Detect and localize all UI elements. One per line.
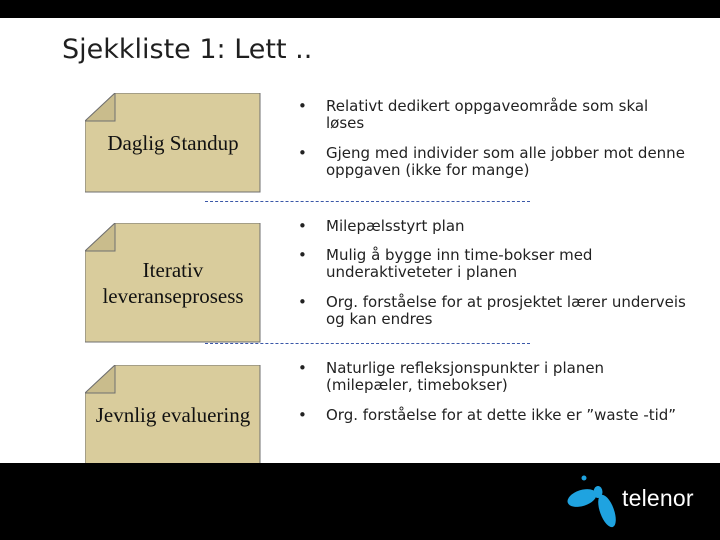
slide-title: Sjekkliste 1: Lett .. [62, 34, 313, 65]
bullet-text: Naturlige refleksjonspunkter i planen (milepæler, timebokser) [326, 359, 605, 394]
label-card-iterativ-leveranseprosess [85, 223, 261, 343]
bullet-dot-icon: • [298, 97, 307, 115]
bullet-dot-icon: • [298, 406, 307, 424]
card-label: Daglig Standup [107, 131, 239, 155]
card-label: Jevnlig evaluering [95, 403, 251, 427]
section-separator [205, 201, 530, 202]
brand-logo-text: telenor [622, 485, 694, 511]
bullet-dot-icon: • [298, 217, 307, 235]
bullet-dot-icon: • [298, 144, 307, 162]
bullet-text: Gjeng med individer som alle jobber mot denne oppgaven (ikke for mange) [326, 144, 685, 179]
bullet-text: Org. forståelse for at prosjektet lærer underveis og kan endres [326, 293, 686, 328]
label-card-jevnlig-evaluering [85, 365, 261, 465]
bullet-text: Mulig å bygge inn time-bokser med underaktiveteter i planen [326, 246, 593, 281]
bullet-text: Org. forståelse for at dette ikke er ”waste -tid” [326, 406, 677, 424]
card-label-line: Iterativ [142, 258, 204, 282]
label-card-daglig-standup [85, 93, 261, 193]
bullet-dot-icon: • [298, 246, 307, 264]
bullet-dot-icon: • [298, 359, 307, 377]
card-label [85, 223, 261, 343]
section-separator [205, 343, 530, 344]
bullet-dot-icon: • [298, 293, 307, 311]
slide [0, 18, 720, 463]
bullet-text: Milepælsstyrt plan [326, 217, 465, 235]
card-label-line: leveranseprosess [102, 284, 244, 308]
bullet-text: Relativt dedikert oppgaveområde som skal løses [326, 97, 649, 132]
